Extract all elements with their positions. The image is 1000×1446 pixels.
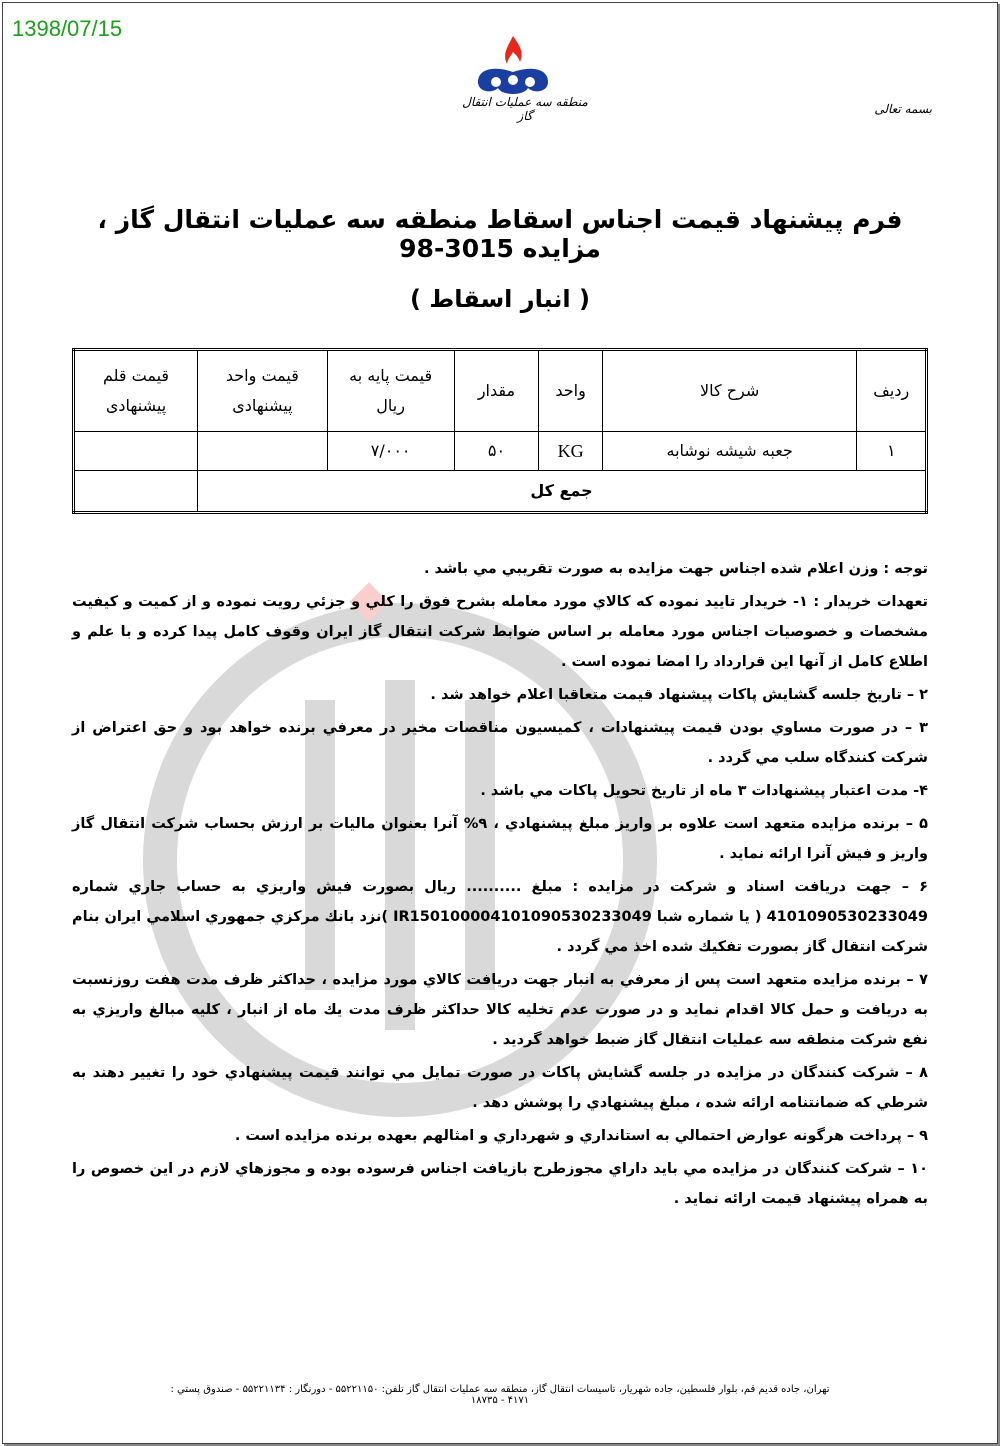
total-row <box>74 471 927 513</box>
header-description: شرح كالا <box>602 350 857 432</box>
header-row-number: رديف <box>857 350 927 432</box>
term-paragraph-10: ۱۰ – شركت كنندگان در مزايده مي بايد داراي مجوزطرح بازيافت اجناس فرسوده بوده و مجوزهاي لازم در اين خصوص را به همراه پيشنهاد قيمت ارائه نمايد . <box>72 1161 928 1207</box>
date-stamp: 1398/07/15 <box>12 16 123 41</box>
header-item-price: قيمت قلم پيشنهادی <box>74 350 198 432</box>
header-unit-price: قيمت واحد پيشنهادی <box>198 350 328 432</box>
term-paragraph-4: ۴- مدت اعتبار پيشنهادات ۳ ماه از تاريخ تحويل پاكات مي باشد . <box>480 783 928 799</box>
cell-item-price <box>74 432 198 471</box>
page-title: فرم پيشنهاد قيمت اجناس اسقاط منطقه سه عمليات انتقال گاز ، مزايده 3015-98 <box>97 205 903 263</box>
cell-quantity: ۵۰ <box>454 432 539 471</box>
term-paragraph-9: ۹ – پرداخت هرگونه عوارض احتمالي به استانداري و شهرداري و امثالهم بعهده برنده مزايده است . <box>234 1128 928 1144</box>
cell-unit: KG <box>539 432 603 471</box>
table-header-row <box>74 350 927 432</box>
header-quantity: مقدار <box>454 350 539 432</box>
total-value <box>74 471 198 513</box>
cell-base-price: ۷/۰۰۰ <box>327 432 454 471</box>
terms-body <box>72 554 928 1217</box>
term-paragraph-3: ۳ – در صورت مساوي بودن قيمت پيشنهادات ، كميسيون مناقصات مخير در معرفي برنده خواهد بود و حق اعتراض از شركت كنندگاه سلب مي گردد . <box>72 720 928 766</box>
term-paragraph-7: ۷ – برنده مزايده متعهد است پس از معرفي به انبار جهت دريافت كالاي مورد مزايده ، حداكثر ظرف مدت هفت روزنسبت به دريافت و حمل كالا اقدام نمايد و در صورت عدم تخليه كالا حداكثر ظرف مدت يك ماه از انبار ، كليه مبالغ واريزي به نفع شركت منطقه سه عمليات انتقال گاز ضبط خواهد گرديد . <box>72 972 928 1048</box>
total-label: جمع كل <box>198 471 927 513</box>
table-row <box>74 432 927 471</box>
cell-row-number: ۱ <box>857 432 927 471</box>
term-paragraph-5: ۵ – برنده مزايده متعهد است علاوه بر واريز مبلغ پيشنهادي ، ۹% آنرا بعنوان ماليات بر ارزش بحساب شركت انتقال گاز واريز و فيش آنرا ارائه نمايد . <box>72 816 928 862</box>
note-paragraph: توجه : وزن اعلام شده اجناس جهت مزايده به صورت تقريبي مي باشد . <box>423 561 928 577</box>
items-table <box>72 348 928 514</box>
term-paragraph-1: تعهدات خريدار : ۱- خريدار تاييد نموده كه كالاي مورد معامله بشرح فوق را كلي و جزئي رويت نموده و از كميت و كيفيت مشخصات و خصوصيات اجناس مورد معامله بر اساس ضوابط شركت انتقال گاز ايران وقوف كامل پيدا كرده و با علم و اطلاع كامل از آنها اين قرارداد را امضا نموده است . <box>72 594 928 670</box>
page-subtitle: ( انبار اسقاط ) <box>410 285 590 313</box>
footer-address: تهران، جاده قديم قم، بلوار فلسطين، جاده شهريار، تاسيسات انتقال گاز، منطقه سه عمليات انتقال گاز تلفن: ۵۵۲۲۱۱۵۰ - دورنگار : ۵۵۲۲۱۱۳۴ - صندوق پستي : ۴۱۷۱ - ۱۸۷۳۵ <box>170 1384 830 1406</box>
header-base-price: قيمت پايه به ريال <box>327 350 454 432</box>
term-paragraph-6: ۶ – جهت دريافت اسناد و شركت در مزايده : مبلغ .......... ريال بصورت فيش واريزي به حساب جاري شماره 4101090530233049 ( يا شماره شبا IR150100004101090530233049 )نزد بانك مركزي جمهوري اسلامي ايران بنام شركت انتقال گاز بصورت تفكيك شده اخذ مي گردد . <box>72 879 928 955</box>
cell-unit-price <box>198 432 328 471</box>
logo-caption: منطقه سه عملیات انتقال گاز <box>462 95 588 123</box>
basmala: بسمه تعالی <box>874 102 932 116</box>
cell-description: جعبه شيشه نوشابه <box>602 432 857 471</box>
header-unit: واحد <box>539 350 603 432</box>
term-paragraph-2: ۲ – تاريخ جلسه گشايش پاكات پيشنهاد قيمت متعاقبا اعلام خواهد شد . <box>430 687 928 703</box>
term-paragraph-8: ۸ – شركت كنندگان در مزايده در جلسه گشايش پاكات در صورت تمايل مي توانند قيمت پيشنهادي خود را تغيير دهند به شرطي كه ضمانتنامه ارائه شده ، مبلغ پيشنهادي را پوشش دهد . <box>72 1065 928 1111</box>
